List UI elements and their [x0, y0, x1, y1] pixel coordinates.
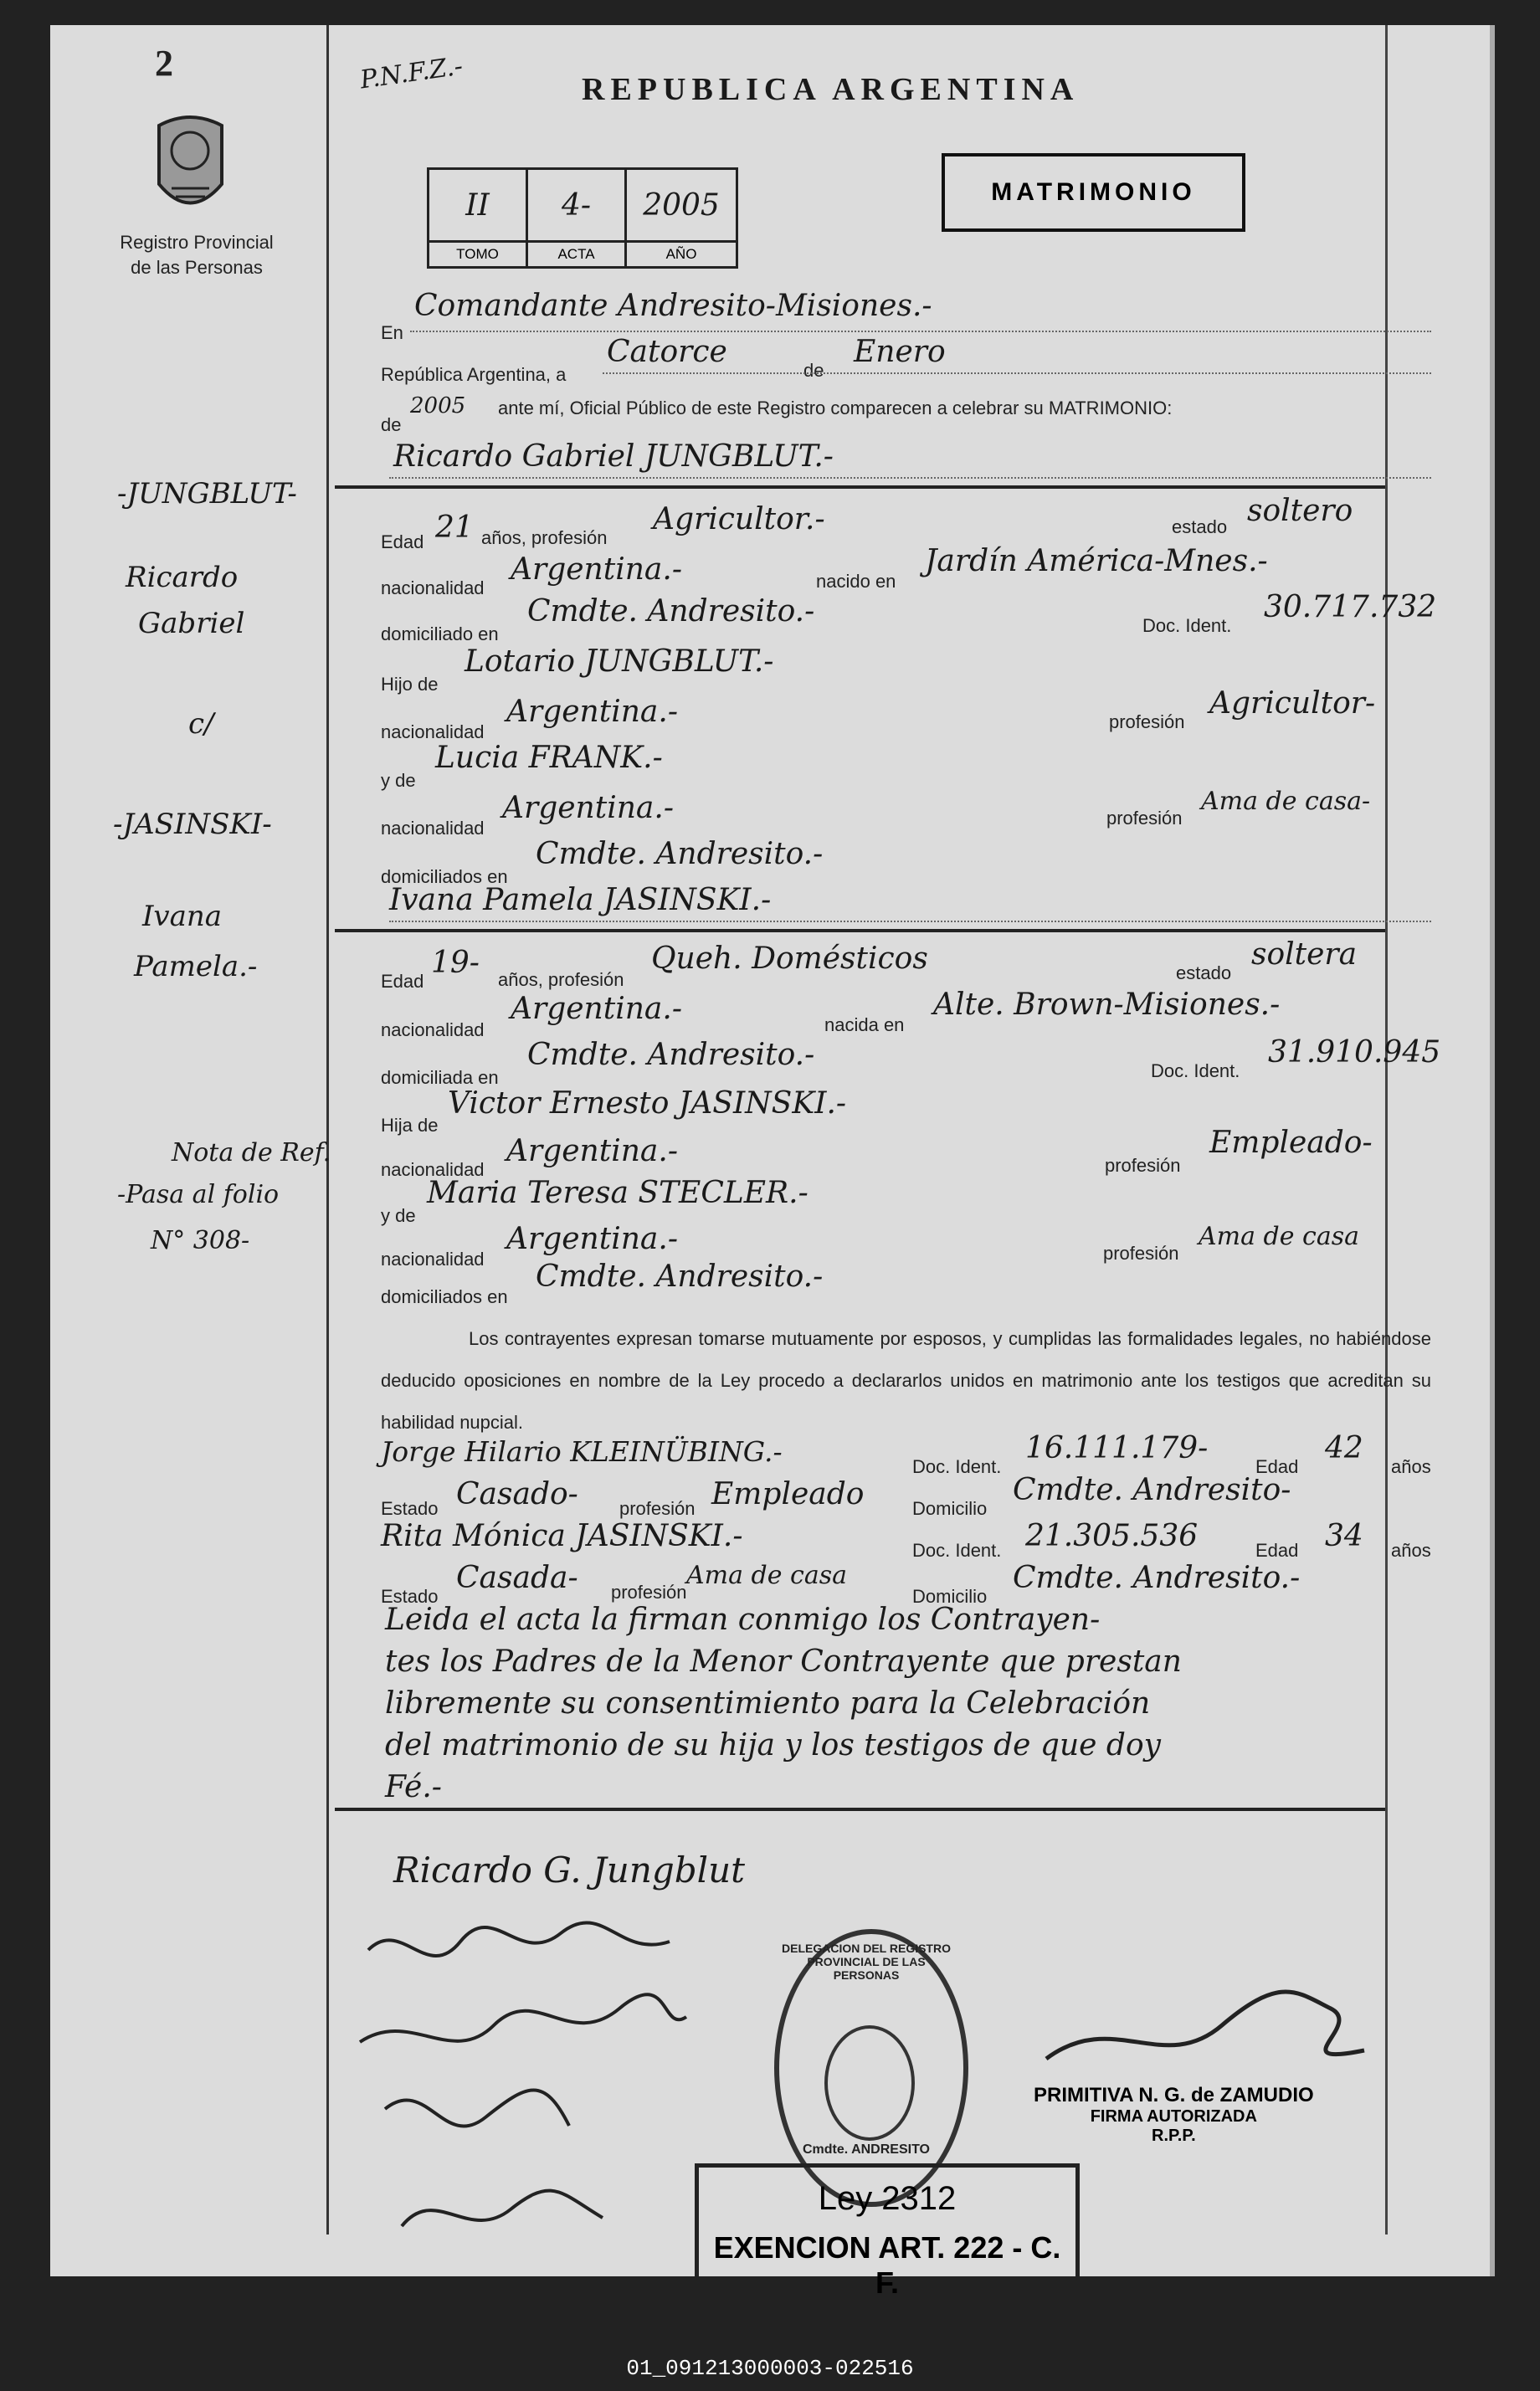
groom-parents-domicile: Cmdte. Andresito.-: [536, 837, 824, 871]
label-y-de: y de: [381, 1205, 416, 1226]
label-profesion: profesión: [1106, 808, 1183, 829]
witness1-doc: 16.111.179-: [1025, 1431, 1209, 1465]
label-en: En: [381, 322, 403, 343]
acta-cell: [528, 170, 627, 266]
label-profesion: profesión: [1109, 711, 1185, 732]
label-de: de: [803, 360, 824, 381]
bride-age: 19-: [431, 946, 480, 980]
margin-note: Pamela.-: [134, 950, 258, 983]
label-hija-de: Hija de: [381, 1115, 439, 1136]
stamp-ley-line1: Ley 2312: [818, 2180, 957, 2217]
groom-status: soltero: [1247, 494, 1353, 528]
intro-text: ante mí, Oficial Público de este Registro comparecen a celebrar su MATRIMONIO:: [498, 398, 1173, 418]
closing-line: Fé.-: [385, 1770, 442, 1804]
bride-father-nationality: Argentina.-: [506, 1134, 678, 1168]
bride-mother: Maria Teresa STECLER.-: [427, 1176, 808, 1210]
bride-separator: [335, 929, 1385, 932]
stamp-ley-line2: EXENCION ART. 222 - C. F.: [713, 2230, 1061, 2300]
groom-father-profession: Agricultor-: [1209, 686, 1376, 721]
groom-name: Ricardo Gabriel JUNGBLUT.-: [393, 439, 834, 474]
official-signature-icon: [1029, 1975, 1381, 2084]
authorized-signature-block: [1034, 2084, 1314, 2146]
groom-mother-nationality: Argentina.-: [502, 791, 674, 825]
label-domiciliada-en: domiciliada en: [381, 1067, 499, 1088]
label-domicilio: Domicilio: [912, 1498, 988, 1519]
groom-father: Lotario JUNGBLUT.-: [465, 644, 774, 679]
provincial-crest-icon: [151, 109, 230, 226]
label-nacionalidad: nacionalidad: [381, 721, 485, 742]
ano-value: 2005: [643, 188, 720, 223]
groom-nationality: Argentina.-: [511, 552, 682, 587]
witness1-profession: Empleado: [711, 1477, 865, 1511]
margin-note: -Pasa al folio: [117, 1180, 280, 1209]
witness2-status: Casada-: [456, 1561, 578, 1595]
seal-text: DELEGACION DEL REGISTRO PROVINCIAL DE LAS PERSONAS: [782, 1942, 951, 1982]
authorized-subtitle: R.P.P.: [1152, 2127, 1196, 2145]
label-profesion: profesión: [611, 1582, 687, 1603]
seal-center: Cmdte. ANDRESITO: [802, 2142, 930, 2157]
groom-father-nationality: Argentina.-: [506, 695, 678, 729]
witness2-profession: Ama de casa: [686, 1561, 847, 1590]
closing-line: libremente su consentimiento para la Celebración: [385, 1686, 1151, 1721]
label-y-de: y de: [381, 770, 416, 791]
label-anios: años: [1391, 1540, 1431, 1561]
place-value: Comandante Andresito-Misiones.-: [414, 289, 932, 323]
witness1-status: Casado-: [456, 1477, 578, 1511]
acta-value: 4-: [561, 188, 592, 223]
bride-mother-nationality: Argentina.-: [506, 1222, 678, 1256]
margin-note: Nota de Ref.: [172, 1138, 331, 1167]
act-type-box: MATRIMONIO: [942, 153, 1245, 232]
bride-nationality: Argentina.-: [511, 992, 682, 1026]
closing-line: Leida el acta la firman conmigo los Contrayen-: [385, 1603, 1101, 1637]
bride-father: Victor Ernesto JASINSKI.-: [448, 1086, 847, 1121]
tomo-value: II: [465, 188, 490, 223]
margin-note: Ivana: [142, 900, 223, 933]
bride-father-profession: Empleado-: [1209, 1126, 1373, 1160]
footer-code: 01_091213000003-022516: [626, 2356, 914, 2381]
record-box: [427, 167, 738, 269]
ano-cell: [627, 170, 736, 266]
margin-note: -JUNGBLUT-: [117, 477, 297, 511]
label-nacionalidad: nacionalidad: [381, 818, 485, 839]
bride-mother-profession: Ama de casa: [1199, 1222, 1359, 1251]
label-republica: República Argentina, a: [381, 364, 567, 385]
label-anios-profesion: años, profesión: [481, 527, 608, 548]
label-estado-cap: Estado: [381, 1498, 439, 1519]
seal-center-emblem: [824, 2025, 915, 2141]
label-estado-cap: Estado: [381, 1586, 439, 1607]
tomo-cell: [429, 170, 528, 266]
bride-domicile: Cmdte. Andresito.-: [527, 1038, 815, 1072]
label-nacida-en: nacida en: [824, 1014, 905, 1035]
bride-name: Ivana Pamela JASINSKI.-: [389, 883, 772, 917]
day-value: Catorce: [607, 335, 727, 369]
label-anios-profesion: años, profesión: [498, 969, 624, 990]
label-domiciliados-en: domiciliados en: [381, 1286, 508, 1307]
label-nacionalidad: nacionalidad: [381, 1249, 485, 1270]
groom-domicile: Cmdte. Andresito.-: [527, 594, 815, 629]
label-profesion: profesión: [1105, 1155, 1181, 1176]
label-domicilio: Domicilio: [912, 1586, 988, 1607]
year-value: 2005: [410, 393, 466, 418]
signatures-scribble-icon: [352, 1908, 703, 2260]
label-hijo-de: Hijo de: [381, 674, 439, 695]
groom-birthplace: Jardín América-Mnes.-: [925, 544, 1268, 578]
label-edad: Edad: [1255, 1540, 1299, 1561]
margin-divider: [326, 25, 329, 2235]
ano-label: AÑO: [627, 240, 736, 266]
witness2-doc: 21.305.536: [1025, 1519, 1199, 1553]
label-doc-ident: Doc. Ident.: [1142, 615, 1232, 636]
bride-parents-domicile: Cmdte. Andresito.-: [536, 1260, 824, 1294]
page-number: 2: [155, 43, 173, 84]
label-edad: Edad: [381, 971, 424, 992]
bride-status: soltera: [1251, 937, 1358, 972]
label-doc-ident: Doc. Ident.: [912, 1456, 1002, 1477]
label-nacionalidad: nacionalidad: [381, 1159, 485, 1180]
bride-doc: 31.910.945: [1268, 1035, 1441, 1070]
label-edad: Edad: [381, 531, 424, 552]
margin-note: c/: [188, 707, 214, 741]
groom-doc: 30.717.732: [1264, 590, 1437, 624]
groom-separator: [335, 485, 1385, 489]
declaration-text: Los contrayentes expresan tomarse mutuamente por esposos, y cumplidas las formalidades legales, no habiéndose deducido oposiciones en nombre de la Ley procedo a declararlos unidos en matrimonio ante los testigos que acreditan su habilidad nupcial.: [381, 1328, 1431, 1433]
witness1-domicile: Cmdte. Andresito-: [1013, 1473, 1291, 1507]
label-doc-ident: Doc. Ident.: [1151, 1060, 1240, 1081]
bride-birthplace: Alte. Brown-Misiones.-: [933, 988, 1281, 1022]
acta-label: ACTA: [528, 240, 624, 266]
witness1-name: Jorge Hilario KLEINÜBING.-: [381, 1435, 783, 1468]
groom-age: 21: [435, 511, 474, 545]
label-profesion: profesión: [1103, 1243, 1179, 1264]
label-profesion: profesión: [619, 1498, 696, 1519]
closing-separator: [335, 1808, 1385, 1811]
witness2-domicile: Cmdte. Andresito.-: [1013, 1561, 1301, 1595]
margin-note: -JASINSKI-: [113, 808, 272, 841]
witness2-age: 34: [1325, 1519, 1363, 1553]
registry-name: Registro Provincial de las Personas: [120, 232, 274, 278]
country-title: REPUBLICA ARGENTINA: [582, 72, 1080, 107]
margin-note: Ricardo: [126, 561, 239, 594]
label-domiciliados-en: domiciliados en: [381, 866, 508, 887]
right-border: [1385, 25, 1388, 2235]
closing-line: del matrimonio de su hija y los testigos de que doy: [385, 1728, 1161, 1762]
authorized-title: FIRMA AUTORIZADA: [1090, 2107, 1257, 2126]
label-estado: estado: [1176, 962, 1232, 983]
groom-profession: Agricultor.-: [653, 502, 825, 536]
exemption-stamp: [695, 2163, 1080, 2300]
margin-note: N° 308-: [151, 1226, 250, 1255]
closing-line: tes los Padres de la Menor Contrayente que prestan: [385, 1644, 1182, 1679]
label-anios: años: [1391, 1456, 1431, 1477]
groom-signature: Ricardo G. Jungblut: [393, 1850, 746, 1891]
authorized-name: PRIMITIVA N. G. de ZAMUDIO: [1034, 2084, 1314, 2106]
handwritten-header: P.N.F.Z.-: [358, 51, 465, 95]
label-nacionalidad: nacionalidad: [381, 1019, 485, 1040]
label-edad: Edad: [1255, 1456, 1299, 1477]
tomo-label: TOMO: [429, 240, 526, 266]
bride-profession: Queh. Domésticos: [651, 942, 928, 976]
witness1-age: 42: [1325, 1431, 1363, 1465]
witness2-name: Rita Mónica JASINSKI.-: [381, 1519, 743, 1553]
label-doc-ident: Doc. Ident.: [912, 1540, 1002, 1561]
month-value: Enero: [854, 335, 946, 369]
label-domiciliado-en: domiciliado en: [381, 623, 499, 644]
label-nacido-en: nacido en: [816, 571, 896, 592]
groom-mother: Lucia FRANK.-: [435, 741, 663, 775]
label-estado: estado: [1172, 516, 1228, 537]
margin-note: Gabriel: [138, 607, 245, 640]
label-de-anio: de: [381, 414, 402, 435]
label-nacionalidad: nacionalidad: [381, 577, 485, 598]
groom-mother-profession: Ama de casa-: [1201, 787, 1371, 816]
